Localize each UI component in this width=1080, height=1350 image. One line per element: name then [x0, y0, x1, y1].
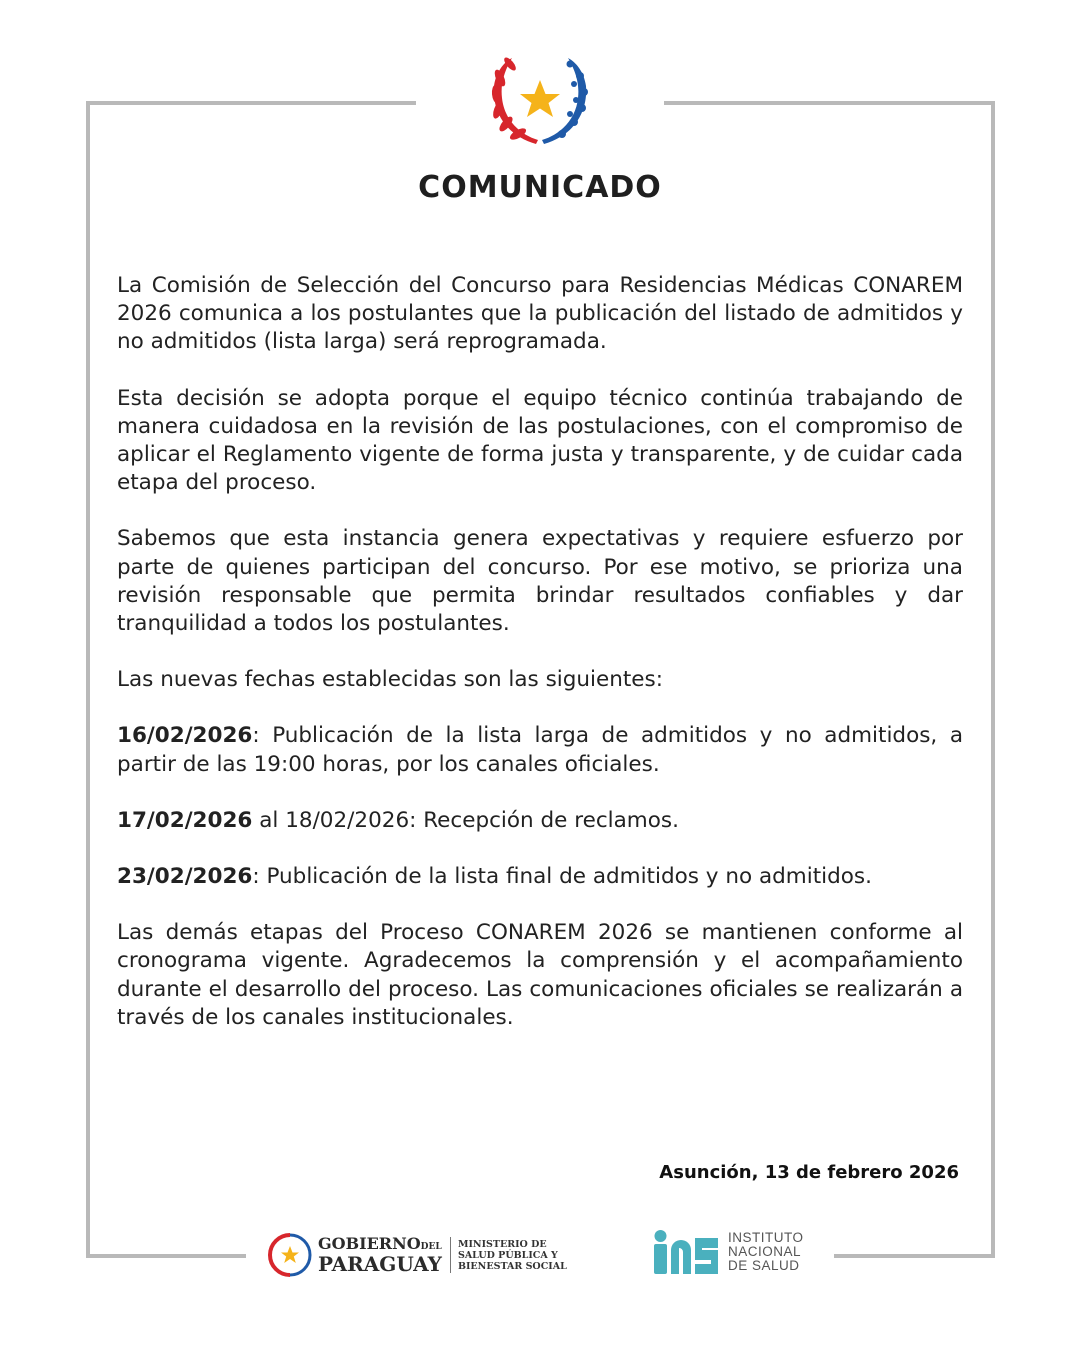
paragraph-dates-intro: Las nuevas fechas establecidas son las siguientes:: [117, 667, 663, 693]
gold-star-icon: [520, 80, 560, 117]
ins-logo: [654, 1230, 804, 1274]
date-description: : Publicación de la lista final de admitidos y no admitidos.: [252, 864, 872, 890]
ministry-line1: MINISTERIO DE: [457, 1238, 547, 1250]
paragraph-intro: La Comisión de Selección del Concurso para Residencias Médicas CONAREM 2026 comunica a los postulantes que la publicación del listado de admitidos y no admitidos (lista larga) será reprogramada.: [117, 273, 963, 355]
gobierno-paraguay-logo: [268, 1232, 567, 1278]
gov-line1: GOBIERNO: [318, 1234, 421, 1253]
ministry-line3: BIENESTAR SOCIAL: [457, 1260, 567, 1272]
paragraph-closing: Las demás etapas del Proceso CONAREM 2026 se mantienen conforme al cronograma vigente. Agradecemos la comprensión y el acompañamiento durante el desarrollo del proceso. Las comunicaciones oficiales se realizarán a través de los canales institucionales.: [117, 920, 963, 1030]
date-label: 17/02/2026: [117, 807, 253, 833]
frame-right: [991, 101, 995, 1258]
paraguay-emblem-small-icon: [268, 1233, 312, 1277]
paraguay-emblem-icon: [486, 52, 594, 150]
paragraph-reason: Esta decisión se adopta porque el equipo técnico continúa trabajando de manera cuidadosa en la revisión de las postulaciones, con el compromiso de aplicar el Reglamento vigente de forma justa y transparente, y de cuidar cada etapa del proceso.: [117, 385, 963, 496]
date-item: [117, 807, 963, 835]
ins-wordmark: [728, 1231, 804, 1273]
frame-top-left: [86, 101, 416, 105]
date-label: 16/02/2026: [117, 723, 253, 749]
ins-mark-icon: [654, 1230, 718, 1274]
ins-line3: DE SALUD: [728, 1258, 800, 1273]
place-date: Asunción, 13 de febrero 2026: [659, 1162, 959, 1183]
frame-bottom-left: [86, 1254, 246, 1258]
announcement-body: [117, 272, 963, 1060]
date-label: 23/02/2026: [117, 864, 253, 890]
gov-divider: [450, 1237, 451, 1273]
page-title: COMUNICADO: [418, 170, 662, 205]
gov-line2: PARAGUAY: [318, 1252, 442, 1276]
gov-del: DEL: [420, 1242, 442, 1252]
date-item: [117, 863, 963, 891]
frame-top-right: [664, 101, 995, 105]
ministry-name: [458, 1239, 567, 1272]
ins-line1: INSTITUTO: [728, 1230, 804, 1245]
frame-bottom-right: [834, 1254, 995, 1258]
gov-wordmark: [318, 1236, 442, 1274]
paragraph-expectations: Sabemos que esta instancia genera expectativas y requiere esfuerzo por parte de quienes participan del concurso. Por ese motivo, se prioriza una revisión responsable que permita brindar resultados confiables y dar tranquilidad a todos los postulantes.: [117, 526, 963, 637]
frame-left: [86, 101, 90, 1258]
date-item: [117, 722, 963, 778]
date-description: : Publicación de la lista larga de admitidos y no admitidos, a partir de las 19:00 horas, por los canales oficiales.: [117, 723, 963, 777]
ins-line2: NACIONAL: [728, 1244, 802, 1259]
ministry-line2: SALUD PÚBLICA Y: [457, 1249, 558, 1261]
date-description: al 18/02/2026: Recepción de reclamos.: [252, 807, 679, 833]
